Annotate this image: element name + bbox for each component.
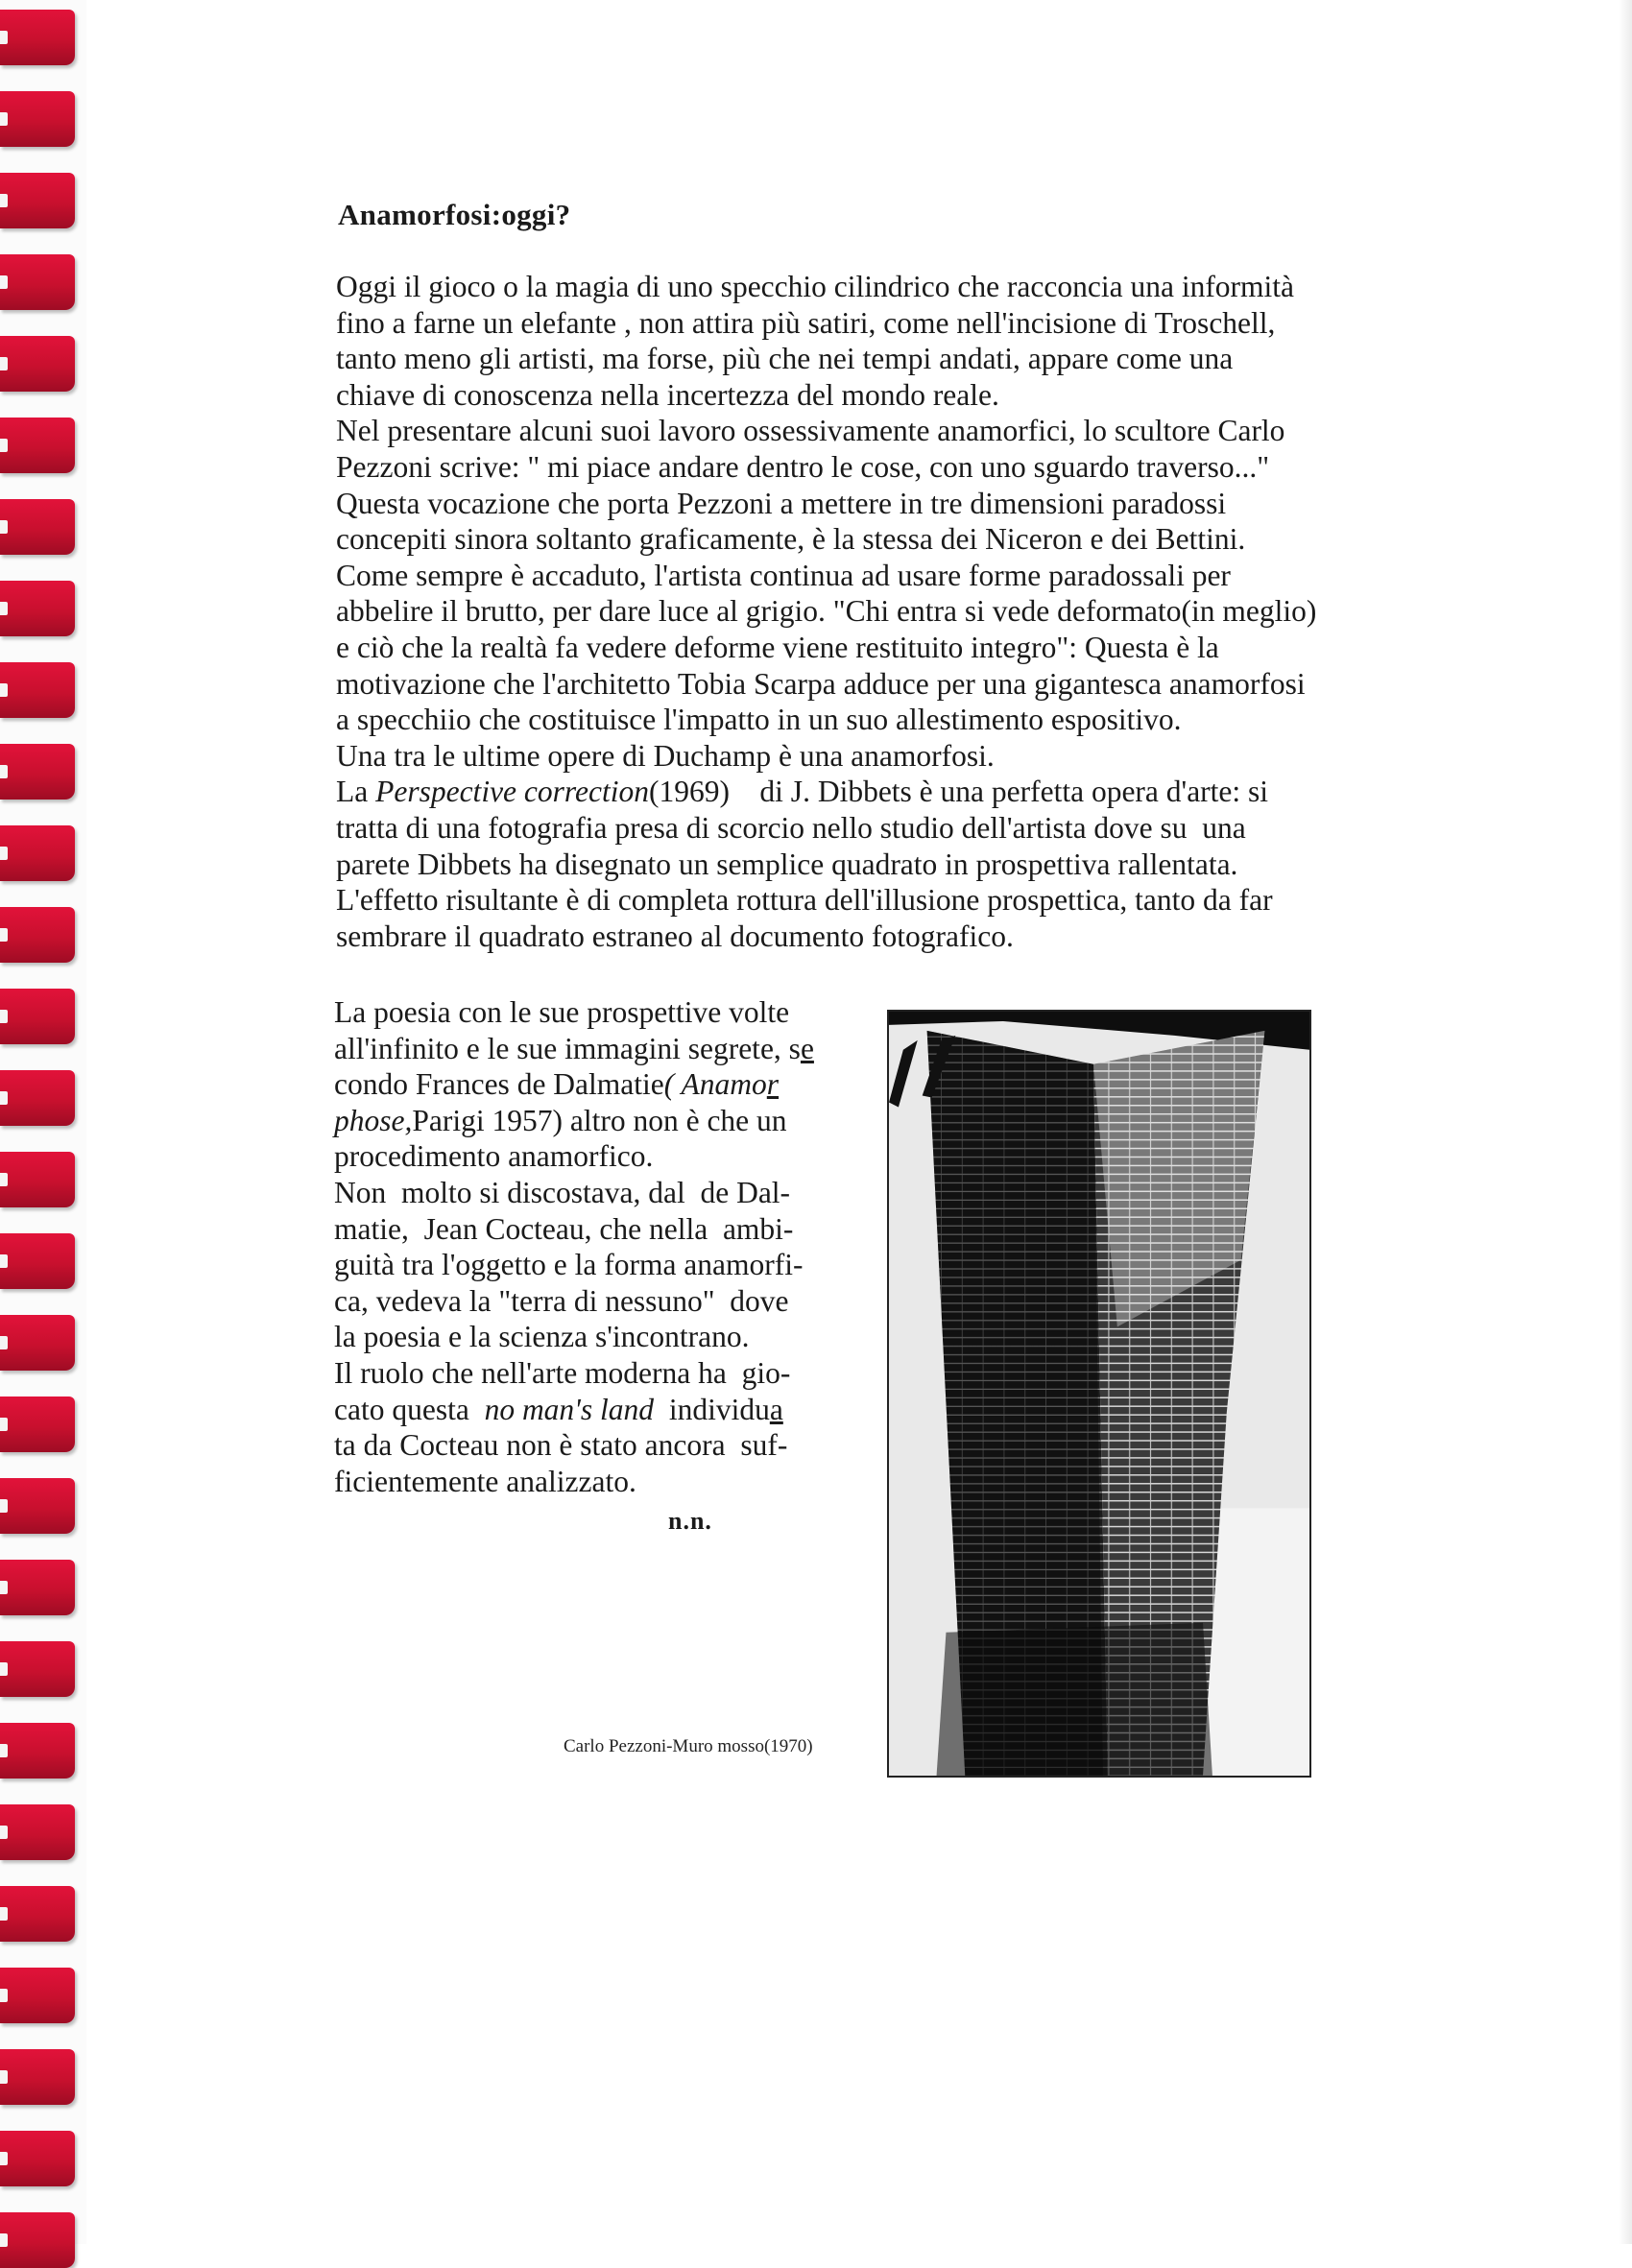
photo-caption: Carlo Pezzoni-Muro mosso(1970) — [564, 1736, 813, 1756]
intro-line: e ciò che la realtà fa vedere deforme viene restituito integro": Questa è la — [336, 630, 1219, 664]
column-line: La poesia con le sue prospettive volte — [334, 995, 790, 1029]
dibbets-rest: (1969) di J. Dibbets è una perfetta opera d'arte: si — [648, 775, 1269, 809]
binding-ring — [0, 2131, 75, 2186]
book-title: phose, — [334, 1103, 413, 1137]
binding-ring — [0, 499, 75, 555]
dibbets-line: L'effetto risultante è di completa rottura dell'illusione prospettica, tanto da far — [336, 883, 1273, 918]
column-line: la poesia e la scienza s'incontrano. — [334, 1320, 750, 1354]
column-line: matie, Jean Cocteau, che nella ambi- — [334, 1211, 794, 1246]
article-title: Anamorfosi:oggi? — [338, 198, 571, 231]
intro-line: a specchiio che costituisce l'impatto in un suo allestimento espositivo. — [336, 703, 1182, 737]
intro-line: abbelire il brutto, per dare luce al grigio. "Chi entra si vede deformato(in meglio) — [336, 594, 1317, 629]
brick-column-image — [889, 1012, 1309, 1776]
binding-ring — [0, 1723, 75, 1779]
binding-ring — [0, 91, 75, 147]
intro-line: Come sempre è accaduto, l'artista continua ad usare forme paradossali per — [336, 558, 1231, 592]
binding-ring — [0, 1233, 75, 1289]
binding-ring — [0, 418, 75, 473]
binding-ring — [0, 10, 75, 65]
binding-ring — [0, 1641, 75, 1697]
column-text — [334, 994, 833, 1499]
article-body — [336, 269, 1382, 954]
binding-ring — [0, 1560, 75, 1615]
column-fragment: a — [769, 1392, 783, 1426]
binding-ring — [0, 1478, 75, 1534]
book-title: ( Anamo — [663, 1067, 767, 1102]
column-line: ficientemente analizzato. — [334, 1464, 636, 1498]
binding-ring — [0, 1968, 75, 2023]
intro-line: chiave di conoscenza nella incertezza del mondo reale. — [336, 377, 999, 412]
column-fragment: e — [800, 1031, 814, 1065]
dibbets-line: parete Dibbets ha disegnato un semplice quadrato in prospettiva rallentata. — [336, 847, 1238, 881]
book-title: r — [766, 1067, 780, 1102]
intro-line: fino a farne un elefante , non attira più satiri, come nell'incisione di Troschell, — [336, 305, 1276, 340]
binding-ring — [0, 1070, 75, 1126]
column-fragment: cato questa — [334, 1392, 485, 1426]
intro-line: Pezzoni scrive: " mi piace andare dentro le cose, con uno sguardo traverso..." — [336, 449, 1270, 484]
binding-ring — [0, 336, 75, 392]
column-line: ca, vedeva la "terra di nessuno" dove — [334, 1283, 789, 1318]
intro-line: Oggi il gioco o la magia di uno specchio cilindrico che racconcia una informità — [336, 270, 1295, 303]
column-line: procedimento anamorfico. — [334, 1139, 654, 1174]
binding-ring — [0, 2212, 75, 2268]
intro-line: motivazione che l'architetto Tobia Scarpa adduce per una gigantesca anamorfosi — [336, 666, 1306, 701]
column-fragment: Parigi 1957) altro non è che un — [412, 1103, 787, 1137]
column-line — [334, 1392, 833, 1428]
binding-ring — [0, 1804, 75, 1860]
column-fragment: condo Frances de Dalmatie — [334, 1067, 664, 1102]
column-fragment: all'infinito e le sue immagini segrete, s — [334, 1031, 801, 1065]
intro-line: Nel presentare alcuni suoi lavoro ossessivamente anamorfici, lo scultore Carlo — [336, 414, 1285, 448]
page-edge — [1619, 0, 1632, 2244]
sculpture-photo — [887, 1010, 1311, 1778]
intro-line: Una tra le ultime opere di Duchamp è una anamorfosi. — [336, 738, 995, 773]
intro-line: Questa vocazione che porta Pezzoni a mettere in tre dimensioni paradossi — [336, 486, 1227, 520]
binding-ring — [0, 989, 75, 1044]
spiral-binding — [0, 0, 86, 2244]
binding-ring — [0, 173, 75, 228]
binding-ring — [0, 825, 75, 881]
binding-ring — [0, 1397, 75, 1452]
binding-ring — [0, 744, 75, 800]
binding-ring — [0, 907, 75, 963]
binding-ring — [0, 581, 75, 636]
dibbets-line — [336, 774, 1382, 810]
column-line: guità tra l'oggetto e la forma anamorfi- — [334, 1248, 804, 1282]
binding-ring — [0, 254, 75, 310]
binding-ring — [0, 1886, 75, 1942]
column-line: Non molto si discostava, dal de Dal- — [334, 1175, 791, 1209]
column-line — [334, 1031, 833, 1067]
author-signature: n.n. — [668, 1507, 712, 1535]
column-fragment: individu — [654, 1392, 770, 1426]
binding-ring — [0, 2049, 75, 2105]
column-line: Il ruolo che nell'arte moderna ha gio- — [334, 1355, 791, 1390]
binding-ring — [0, 1315, 75, 1371]
column-line — [334, 1103, 833, 1139]
no-mans-land: no man's land — [484, 1392, 655, 1426]
dibbets-line: tratta di una fotografia presa di scorcio nello studio dell'artista dove su una — [336, 810, 1246, 845]
binding-ring — [0, 662, 75, 718]
column-line: ta da Cocteau non è stato ancora suf- — [334, 1428, 788, 1463]
column-line — [334, 1066, 833, 1103]
intro-line: tanto meno gli artisti, ma forse, più che nei tempi andati, appare come una — [336, 342, 1234, 376]
dibbets-prefix: La — [336, 775, 376, 809]
intro-line: concepiti sinora soltanto graficamente, è la stessa dei Niceron e dei Bettini. — [336, 522, 1246, 557]
work-title: Perspective correction — [375, 775, 649, 809]
binding-ring — [0, 1152, 75, 1207]
dibbets-line: sembrare il quadrato estraneo al documento fotografico. — [336, 919, 1014, 953]
